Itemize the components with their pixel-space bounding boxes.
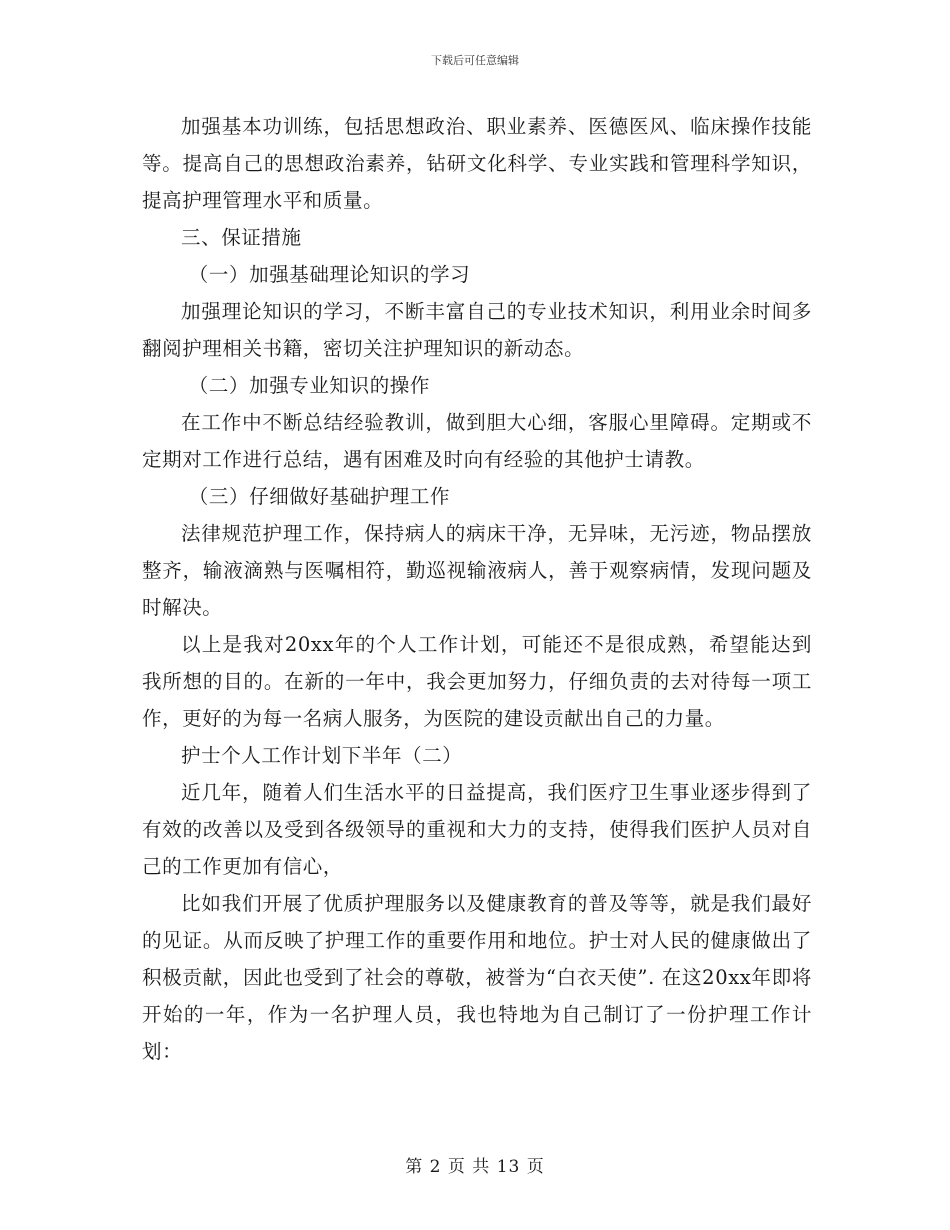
document-body (142, 108, 812, 1070)
paragraph-basic-care: 法律规范护理工作，保持病人的病床干净，无异味，无污迹，物品摆放整齐，输液滴熟与医嘱相符，勤巡视输液病人，善于观察病情，发现问题及时解决。 (142, 522, 812, 619)
paragraph-recent-years: 近几年，随着人们生活水平的日益提高，我们医疗卫生事业逐步得到了有效的改善以及受到各级领导的重视和大力的支持，使得我们医护人员对自己的工作更加有信心， (142, 781, 812, 878)
subheading-basic-care: （三）仔细做好基础护理工作 (188, 485, 451, 508)
paragraph-conclusion: 以上是我对20xx年的个人工作计划，可能还不是很成熟，希望能达到我所想的目的。在新的一年中，我会更加努力，仔细负责的去对待每一项工作，更好的为每一名病人服务，为医院的建设贡献出自己的力量。 (142, 633, 812, 730)
page-header: 下载后可任意编辑 (431, 54, 519, 67)
paragraph-training: 加强基本功训练，包括思想政治、职业素养、医德医风、临床操作技能等。提高自己的思想政治素养，钻研文化科学、专业实践和管理科学知识，提高护理管理水平和质量。 (142, 115, 812, 212)
heading-guarantee-measures: 三、保证措施 (181, 226, 302, 249)
paragraph-operation: 在工作中不断总结经验教训，做到胆大心细，客服心里障碍。定期或不定期对工作进行总结，遇有困难及时向有经验的其他护士请教。 (142, 411, 812, 471)
heading-plan-two: 护士个人工作计划下半年（二） (181, 744, 463, 767)
subheading-operation: （二）加强专业知识的操作 (188, 374, 430, 397)
paragraph-theory: 加强理论知识的学习，不断丰富自己的专业技术知识，利用业余时间多翻阅护理相关书籍，密切关注护理知识的新动态。 (142, 300, 812, 360)
page-footer: 第 2 页 共 13 页 (405, 1157, 545, 1177)
subheading-theory: （一）加强基础理论知识的学习 (188, 263, 471, 286)
paragraph-example: 比如我们开展了优质护理服务以及健康教育的普及等等，就是我们最好的见证。从而反映了护理工作的重要作用和地位。护士对人民的健康做出了积极贡献，因此也受到了社会的尊敬，被誉为“白衣天使”. 在这20xx年即将开始的一年，作为一名护理人员，我也特地为自己制订了一份护理工作计划： (142, 892, 812, 1063)
